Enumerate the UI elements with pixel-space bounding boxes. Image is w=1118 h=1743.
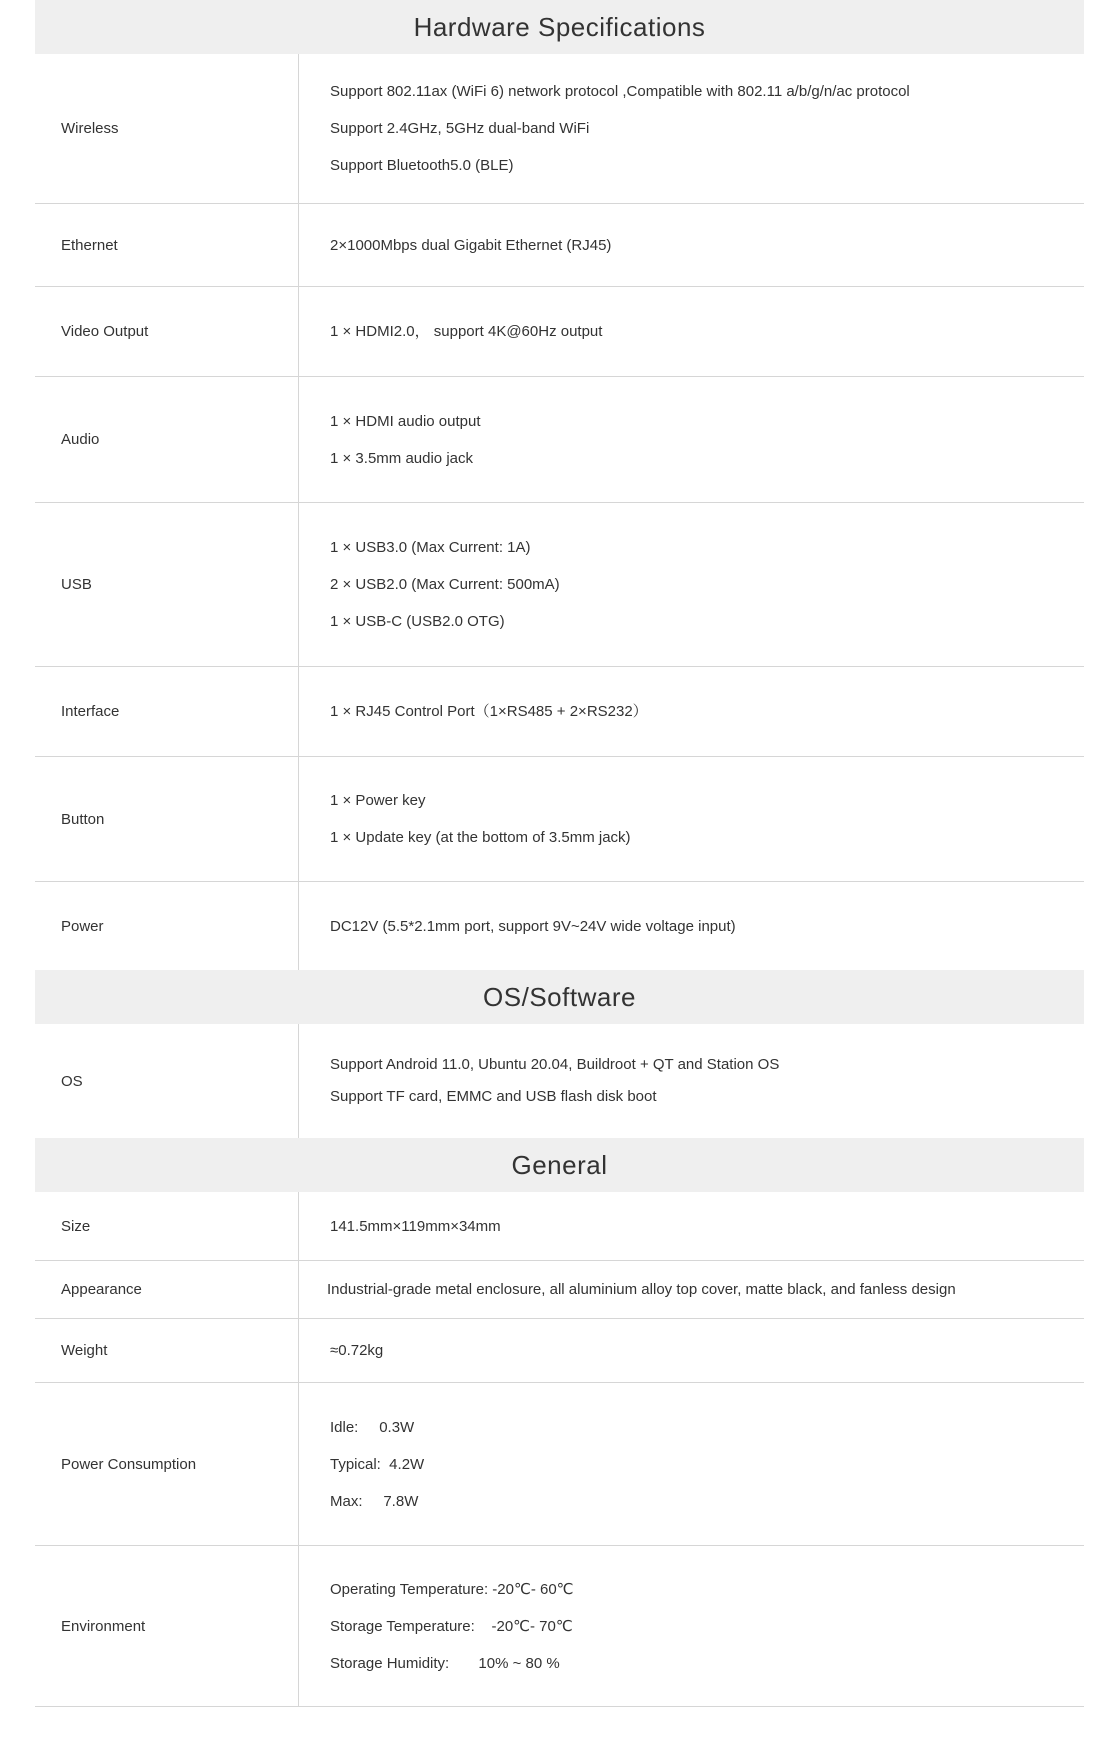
spec-row-size [35,1192,1084,1261]
spec-label: Audio [35,377,299,502]
spec-value-line: 1 × RJ45 Control Port（1×RS485 + 2×RS232） [330,703,648,720]
spec-row-button [35,757,1084,882]
spec-row-os [35,1024,1084,1138]
spec-label: Power [35,882,299,970]
spec-page [35,0,1084,1707]
spec-row-audio [35,377,1084,503]
spec-value [299,1192,1084,1260]
spec-value-line: 141.5mm×119mm×34mm [330,1217,501,1235]
spec-value-line: Support Android 11.0, Ubuntu 20.04, Buildroot + QT and Station OS [330,1056,780,1073]
spec-row-ethernet [35,204,1084,287]
section-header-hardware [35,0,1084,54]
section-title: Hardware Specifications [413,11,706,42]
spec-value [299,882,1084,970]
spec-value [299,1024,1084,1138]
spec-value [299,1261,1084,1318]
spec-label: Wireless [35,54,299,203]
spec-value-line: Storage Humidity: 10% ~ 80 % [330,1654,560,1672]
spec-row-weight [35,1319,1084,1383]
spec-value-line: Industrial-grade metal enclosure, all aluminium alloy top cover, matte black, and fanless design [327,1281,956,1298]
spec-value-line: Support 2.4GHz, 5GHz dual-band WiFi [330,120,590,137]
spec-value-line: Storage Temperature: -20℃- 70℃ [330,1617,573,1635]
spec-value-line: 1 × USB-C (USB2.0 OTG) [330,613,505,630]
spec-value [299,287,1084,376]
spec-label: Size [35,1192,299,1260]
spec-value [299,54,1084,203]
spec-value-line: Max: 7.8W [330,1492,419,1510]
spec-label: OS [35,1024,299,1138]
spec-label: Environment [35,1546,299,1706]
spec-value-line: 1 × Update key (at the bottom of 3.5mm jack) [330,829,631,846]
spec-value-line: 1 × Power key [330,792,426,809]
spec-value-line: 2×1000Mbps dual Gigabit Ethernet (RJ45) [330,236,612,254]
section-header-os-software [35,970,1084,1024]
spec-value-line: Support TF card, EMMC and USB flash disk boot [330,1088,657,1105]
spec-row-power-consumption [35,1383,1084,1546]
spec-label: Weight [35,1319,299,1382]
spec-value-line: Support 802.11ax (WiFi 6) network protocol ,Compatible with 802.11 a/b/g/n/ac protocol [330,83,910,100]
spec-value-line: 2 × USB2.0 (Max Current: 500mA) [330,576,560,593]
spec-label: Interface [35,667,299,756]
spec-label: Video Output [35,287,299,376]
spec-value [299,503,1084,666]
spec-value-line: DC12V (5.5*2.1mm port, support 9V~24V wide voltage input) [330,917,736,935]
spec-label: Appearance [35,1261,299,1318]
spec-value-line: Typical: 4.2W [330,1455,425,1473]
spec-value-line: Support Bluetooth5.0 (BLE) [330,157,514,174]
spec-value-line: Operating Temperature: -20℃- 60℃ [330,1580,574,1598]
spec-row-power [35,882,1084,970]
spec-value-line: 1 × HDMI2.0， support 4K@60Hz output [330,323,603,340]
section-title: OS/Software [483,981,636,1012]
spec-value-line: ≈0.72kg [330,1342,384,1359]
spec-value [299,667,1084,756]
spec-row-environment [35,1546,1084,1707]
spec-label: USB [35,503,299,666]
spec-value [299,377,1084,502]
spec-value [299,1383,1084,1545]
spec-row-usb [35,503,1084,667]
spec-value [299,204,1084,286]
section-title: General [511,1149,608,1180]
spec-value-line: 1 × HDMI audio output [330,412,481,430]
spec-row-appearance [35,1261,1084,1319]
spec-label: Button [35,757,299,881]
spec-value-line: 1 × USB3.0 (Max Current: 1A) [330,539,531,556]
spec-row-interface [35,667,1084,757]
spec-value [299,757,1084,881]
spec-value [299,1319,1084,1382]
spec-value [299,1546,1084,1706]
spec-label: Power Consumption [35,1383,299,1545]
spec-value-line: 1 × 3.5mm audio jack [330,449,473,467]
section-header-general [35,1138,1084,1192]
spec-row-video-output [35,287,1084,377]
spec-label: Ethernet [35,204,299,286]
spec-value-line: Idle: 0.3W [330,1418,415,1436]
spec-row-wireless [35,54,1084,204]
